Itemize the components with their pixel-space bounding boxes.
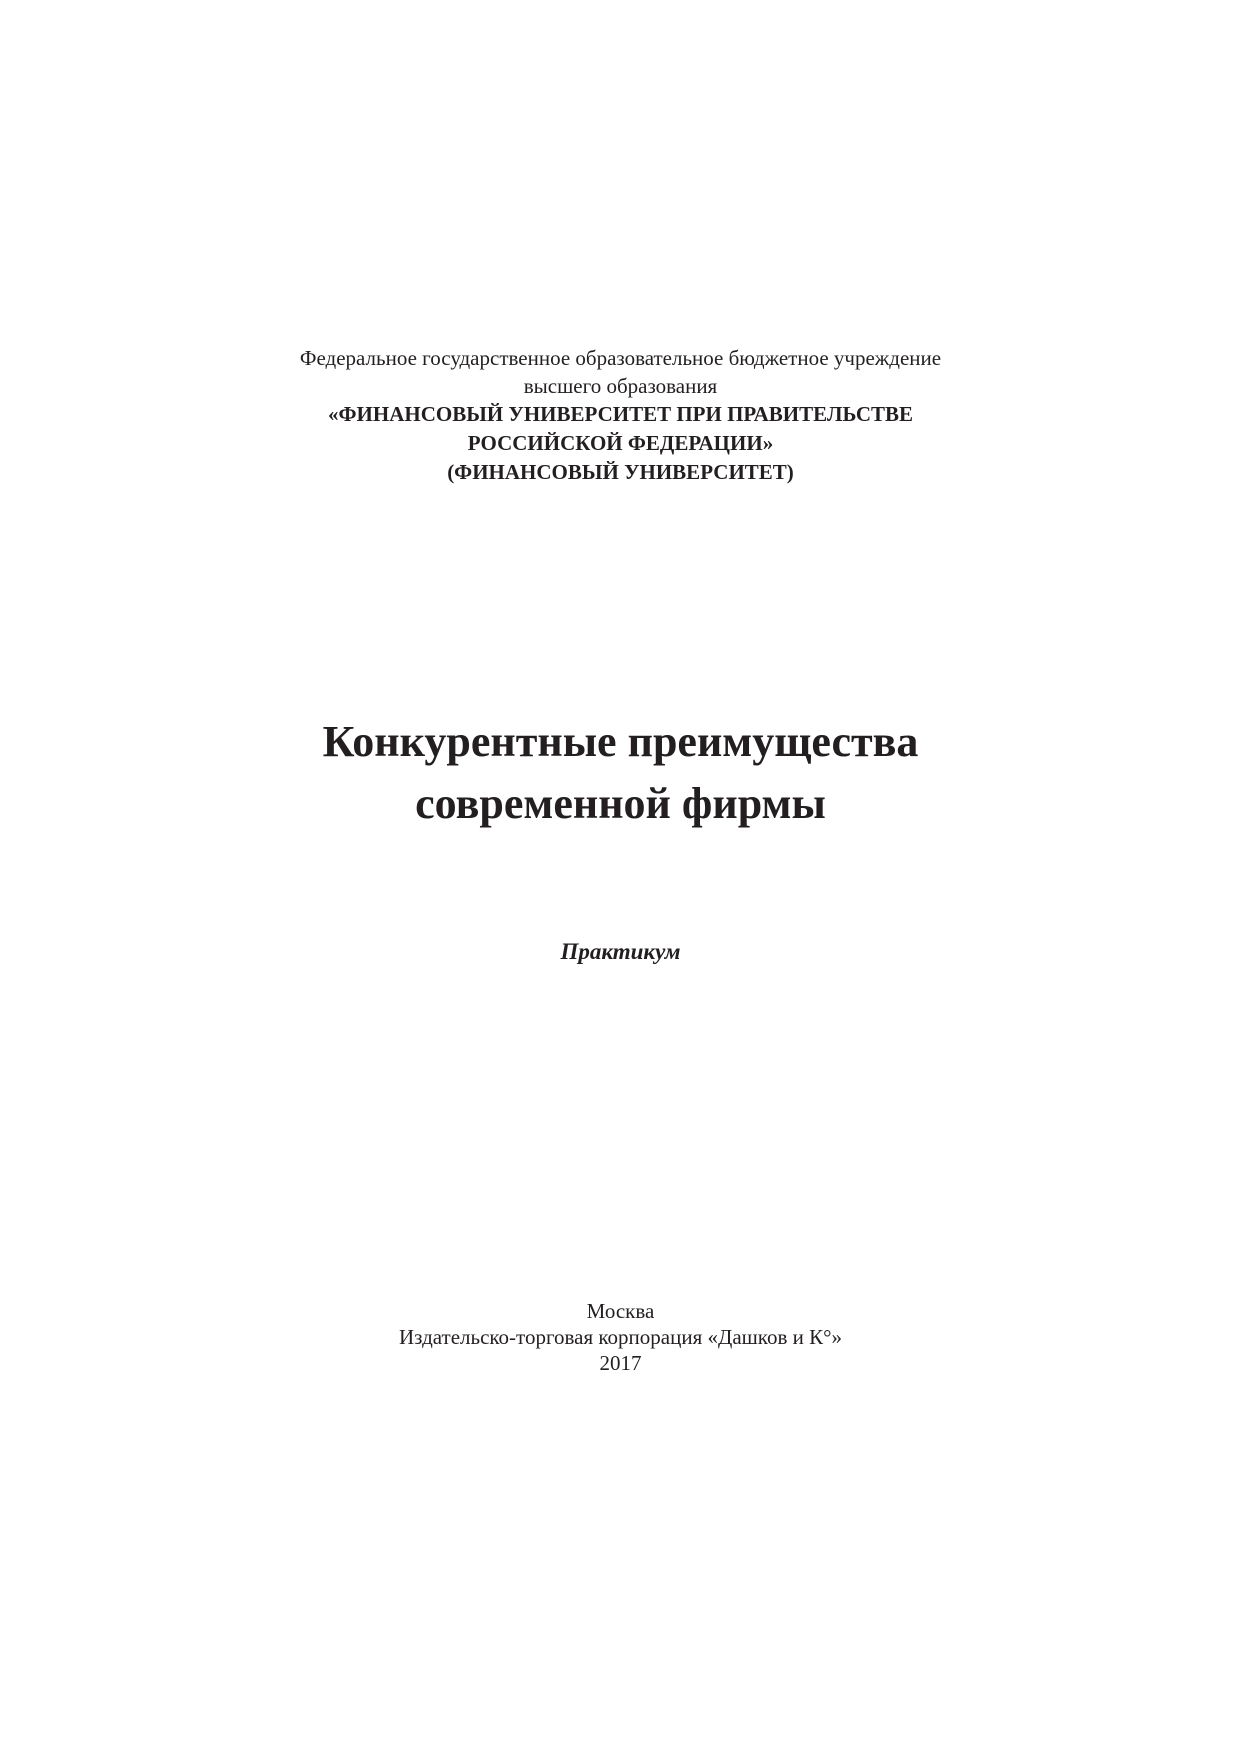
imprint-year: 2017 bbox=[599, 1351, 642, 1375]
imprint-block bbox=[0, 1298, 1241, 1376]
university-short-name: (ФИНАНСОВЫЙ УНИВЕРСИТЕТ) bbox=[447, 460, 794, 484]
book-title-line1: Конкурентные преимущества bbox=[322, 717, 919, 766]
university-name-line1: «ФИНАНСОВЫЙ УНИВЕРСИТЕТ ПРИ ПРАВИТЕЛЬСТВЕ bbox=[327, 402, 914, 426]
institution-level-line: высшего образования bbox=[523, 374, 718, 398]
book-title-line2: современной фирмы bbox=[415, 779, 826, 828]
imprint-city: Москва bbox=[586, 1299, 655, 1323]
book-genre: Практикум bbox=[560, 939, 681, 964]
institution-block bbox=[0, 344, 1241, 487]
book-title bbox=[0, 711, 1241, 835]
institution-type-line: Федеральное государственное образовательное бюджетное учреждение bbox=[299, 346, 942, 370]
university-name-line2: РОССИЙСКОЙ ФЕДЕРАЦИИ» bbox=[467, 431, 774, 455]
imprint-publisher: Издательско-торговая корпорация «Дашков и К°» bbox=[399, 1325, 842, 1349]
